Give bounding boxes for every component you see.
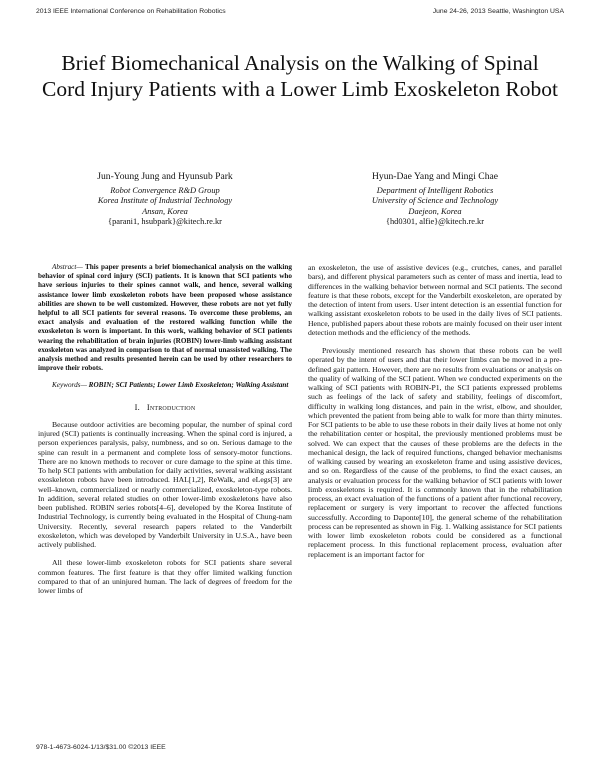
keywords-text: ROBIN; SCI Patients; Lower Limb Exoskeleton; Walking Assistant bbox=[86, 381, 289, 390]
paragraph: an exoskeleton, the use of assistive devices (e.g., crutches, canes, and parallel bars), and different physical parameters such as center of mass and inertia, lead to differences in the walking behavior between normal and SCI patients. The second feature is that these robots, except for the Vanderbilt exoskeleton, are operated by the detection of intent from users. User intent detection is an essential function for walking assistant exoskeleton robots to be used in the daily lives of SCI patients. Hence, published papers about these robots are mainly focused on their user intent detection methods and the efficiency of the methods. bbox=[308, 263, 562, 337]
section-number: I. bbox=[134, 402, 140, 412]
author-names: Jun-Young Jung and Hyunsub Park bbox=[97, 171, 233, 182]
author-names: Hyun-Dae Yang and Mingi Chae bbox=[371, 171, 499, 182]
copyright-footer: 978-1-4673-6024-1/13/$31.00 ©2013 IEEE bbox=[36, 744, 166, 751]
paragraph: Because outdoor activities are becoming popular, the number of spinal cord injured (SCI) patients is continually increasing. When the spinal cord is injured, a person experiences paralysis, palsy, numbness, and so on. Serious damage to the spine can result in a permanent and complete loss of sensory-motor functions. There are no known methods to recover or cure damage to the spine at this time. To help SCI patients with ambulation for daily activities, several walking assistant exoskeleton robots have been introduced. HAL[1,2], ReWalk, and eLegs[3] are well–known, commercialized or nearly commercialized, exoskeleton-type robots. In addition, several related studies on other lower-limb exoskeletons have also been published. ROBIN series robots[4–6], developed by the Korea Institute of Industrial Technology, is currently being evaluated in the Hospital of Chung-nam University. Recently, several research papers related to the Vanderbilt exoskeleton, which was developed by Vanderbilt University in U.S.A., have been actively published. bbox=[38, 419, 292, 550]
author-city: Daejeon, Korea bbox=[408, 206, 462, 216]
author-org: University of Science and Technology bbox=[371, 196, 499, 206]
right-column bbox=[308, 263, 562, 559]
abstract-text: This paper presents a brief biomechanical analysis on the walking behavior of spinal cord injury (SCI) patients. It is known that SCI patients who have serious injuries to their spines cannot walk, and hence, several walking assistance lower limb exoskeleton robots have been proposed whose assistance abilities are shown to be well customized. However, these robots are not yet fully helpful to all SCI patients for several reasons. To overcome these problems, an exact analysis and evaluation of the restored walking function while the exoskeleton is worn is important. In this work, walking behavior of SCI patients wearing the rehabilitation of brain injuries (ROBIN) lower-limb walking assistant exoskeleton was analyzed in comparison to that of normal unassisted walking. The analysis method and results presented herein can be used by other researchers to improve their robots. bbox=[38, 263, 292, 373]
abstract-lead: Abstract— bbox=[52, 263, 83, 271]
section-title: Introduction bbox=[146, 402, 196, 412]
author-org: Korea Institute of Industrial Technology bbox=[97, 196, 233, 206]
conference-header: 2013 IEEE International Conference on Rehabilitation Robotics bbox=[36, 8, 226, 15]
author-block-1 bbox=[60, 172, 270, 228]
section-heading bbox=[38, 403, 292, 412]
author-email: {parani1, hsubpark}@kitech.re.kr bbox=[108, 217, 222, 227]
date-location-header: June 24-26, 2013 Seattle, Washington USA bbox=[432, 8, 564, 15]
paper-title: Brief Biomechanical Analysis on the Walking of Spinal Cord Injury Patients with a Lower Limb Exoskeleton Robot bbox=[42, 51, 558, 101]
keywords bbox=[38, 381, 292, 390]
paragraph: All these lower-limb exoskeleton robots for SCI patients share several common features. The first feature is that they offer limited walking function compared to that of an uninjured human. The lack of degrees of freedom for the lower limbs of bbox=[38, 558, 292, 596]
author-block-2 bbox=[330, 172, 540, 228]
paragraph: Previously mentioned research has shown that these robots can be well operated by the intent of users and that their lower limbs can be moved in a pre-defined gait pattern. However, there are no results from evaluations or analysis on the quality of walking of the SCI patient. When we conducted experiments on the walking of SCI patients with ROBIN-P1, the SCI patients expressed problems such as feelings of the lack of safety and stability, feelings of discomfort, difficulty in walking long distances, and pain in the wrist, elbow, and shoulder, which prevented the patient from being able to walk for more than thirty minutes. For SCI patients to be able to use these robots in their daily lives at home not only the rehabilitation center or hospital, the previously mentioned problems must be solved. We can expect that the causes of these problems are the defects in the mechanical design, the lack of required functions, changed behavior mechanisms of walking caused by wearing an exoskeleton frame and using assistive devices, and so on. Regardless of the cause of the problems, to find the exact causes, an analysis or evaluation process for the walking behavior of SCI patients with lower limb exoskeletons is required. It is commonly known that in the rehabilitation process, an exact evaluation of the functions of a patient after functional recovery, replacement or surgery is very important to recover the affected functions successfully. According to Daponte[10], the general scheme of the rehabilitation process can be represented as shown in Fig. 1. Walking assistance for SCI patients with lower limb exoskeleton robots could be considered as a functional replacement process. In this functional replacement process, evaluation after replacement is an important factor for bbox=[308, 346, 562, 559]
author-email: {hd0301, alfie}@kitech.re.kr bbox=[385, 217, 485, 227]
abstract bbox=[38, 263, 292, 373]
author-dept: Robot Convergence R&D Group bbox=[110, 185, 220, 195]
author-city: Ansan, Korea bbox=[142, 206, 188, 216]
keywords-lead: Keywords— bbox=[52, 381, 87, 390]
left-column bbox=[38, 263, 292, 595]
author-dept: Department of Intelligent Robotics bbox=[376, 185, 494, 195]
